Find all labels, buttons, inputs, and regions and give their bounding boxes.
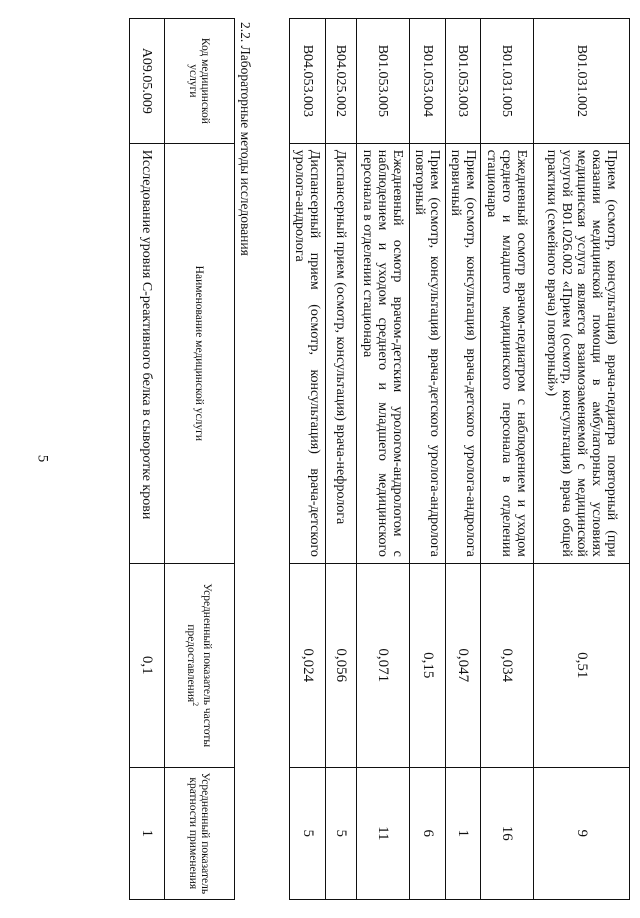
rotated-page-content <box>100 18 630 900</box>
service-name: Диспансерный прием (осмотр, консультация) врача-нефролога <box>326 143 357 563</box>
services-table <box>289 18 630 900</box>
table-row <box>534 19 630 900</box>
frequency-value: 0,1 <box>130 563 165 767</box>
multiplicity-value: 1 <box>130 767 165 899</box>
table-row <box>357 19 410 900</box>
service-code: B01.053.005 <box>357 19 410 144</box>
frequency-value: 0,51 <box>534 563 630 767</box>
table-row <box>326 19 357 900</box>
page-number: 5 <box>34 454 51 463</box>
service-name: Исследование уровня С-реактивного белка в сыворотке крови <box>130 143 165 563</box>
frequency-value: 0,056 <box>326 563 357 767</box>
header-name: Наименование медицинской услуги <box>165 143 235 563</box>
frequency-value: 0,047 <box>446 563 481 767</box>
service-name: Прием (осмотр, консультация) врача-детского уролога-андролога первичный <box>446 143 481 563</box>
section-title: 2.2. Лабораторные методы исследования <box>238 22 253 256</box>
multiplicity-value: 11 <box>357 767 410 899</box>
service-code: A09.05.009 <box>130 19 165 144</box>
footnote-marker: 2 <box>191 702 201 707</box>
table-header-row <box>165 19 235 900</box>
multiplicity-value: 16 <box>481 767 534 899</box>
lab-methods-table <box>129 18 235 900</box>
frequency-value: 0,034 <box>481 563 534 767</box>
service-code: B04.053.003 <box>290 19 326 144</box>
multiplicity-value: 5 <box>326 767 357 899</box>
frequency-value: 0,071 <box>357 563 410 767</box>
table-row <box>446 19 481 900</box>
table-row <box>410 19 446 900</box>
multiplicity-value: 1 <box>446 767 481 899</box>
service-name: Диспансерный прием (осмотр, консультация) врача-детского уролога-андролога <box>290 143 326 563</box>
service-name: Прием (осмотр, консультация) врача-детского уролога-андролога повторный <box>410 143 446 563</box>
service-name: Прием (осмотр, консультация) врача-педиатра повторный (при оказании медицинской помощи в амбулаторных условиях медицинская услуга является взаимозаменяемой с медицинской услугой B01.026.002 «Прием (осмотр, консультация) врача общей практики (семейного врача) повторный») <box>534 143 630 563</box>
service-code: B01.053.003 <box>446 19 481 144</box>
multiplicity-value: 9 <box>534 767 630 899</box>
service-code: B01.031.002 <box>534 19 630 144</box>
service-name: Ежедневный осмотр врачом-детским урологом-андрологом с наблюдением и уходом среднего и младшего медицинского персонала в отделении стационара <box>357 143 410 563</box>
header-multiplicity: Усредненный показатель кратности применения <box>165 767 235 899</box>
header-frequency-text: Усредненный показатель частоты предоставления <box>185 583 214 748</box>
table-row <box>481 19 534 900</box>
service-code: B01.053.004 <box>410 19 446 144</box>
service-code: B04.025.002 <box>326 19 357 144</box>
frequency-value: 0,024 <box>290 563 326 767</box>
table-row <box>290 19 326 900</box>
header-frequency <box>165 563 235 767</box>
multiplicity-value: 5 <box>290 767 326 899</box>
table-row <box>130 19 165 900</box>
multiplicity-value: 6 <box>410 767 446 899</box>
header-code: Код медицинской услуги <box>165 19 235 144</box>
service-name: Ежедневный осмотр врачом-педиатром с наблюдением и уходом среднего и младшего медицинского персонала в отделении стационара <box>481 143 534 563</box>
frequency-value: 0,15 <box>410 563 446 767</box>
service-code: B01.031.005 <box>481 19 534 144</box>
